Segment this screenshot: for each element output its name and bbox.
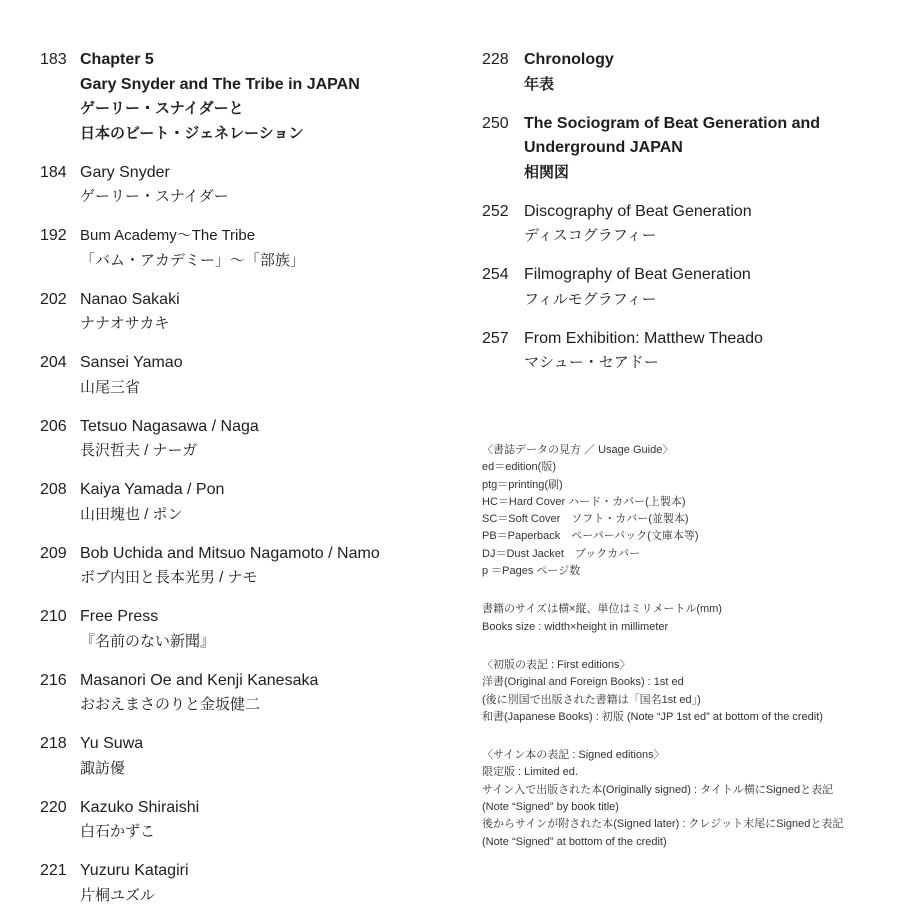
entry-title-en: Bob Uchida and Mitsuo Nagamoto / Namo (80, 544, 380, 562)
guide-line: 後からサインが附された本(Signed later) : クレジット末尾にSignedと表記 (482, 818, 844, 831)
toc-entry (482, 327, 902, 376)
entry-title-en: Gary Snyder and The Tribe in JAPAN (80, 75, 360, 93)
entry-title-en: Filmography of Beat Generation (524, 266, 751, 283)
entry-title-en: Yu Suwa (80, 735, 144, 752)
guide-line: ed＝edition(版) (482, 461, 556, 474)
entry-title-jp: 長沢哲夫 / ナーガ (80, 442, 198, 459)
guide-block (482, 442, 902, 580)
entry-title-jp: マシュー・セアドー (524, 354, 659, 371)
page-number: 202 (40, 290, 67, 308)
guide-line: 和書(Japanese Books) : 初版 (Note “JP 1st ed” at bottom of the credit) (482, 710, 823, 723)
entry-title-jp: 山田塊也 / ポン (80, 505, 183, 523)
guide-line: (Note “Signed” by book title) (482, 801, 619, 814)
entry-title-en: From Exhibition: Matthew Theado (524, 329, 763, 347)
entry-title-en: Yuzuru Katagiri (80, 862, 189, 879)
entry-title-jp: ゲーリー・スナイダー (80, 188, 229, 205)
entry-title-jp: Bum Academy〜The Tribe (80, 227, 256, 244)
toc-entry (40, 161, 460, 210)
page-number: 210 (40, 608, 67, 625)
page-number: 228 (482, 51, 509, 68)
guide-line: HC＝Hard Cover ハード・カバー(上製本) (482, 495, 686, 508)
page-number: 218 (40, 735, 67, 752)
guide-line: 〈初版の表記 : First editions〉 (482, 658, 631, 671)
toc-left-column (40, 48, 460, 923)
guide-line: DJ＝Dust Jacket ブックカバー (482, 547, 641, 560)
toc-entry (40, 224, 460, 273)
toc-entry (40, 732, 460, 781)
guide-line: p ＝Pages ページ数 (482, 565, 581, 578)
entry-title-en: Discography of Beat Generation (524, 202, 752, 220)
toc-entry (40, 859, 460, 908)
toc-entry (40, 415, 460, 464)
entry-title-en: Free Press (80, 608, 159, 625)
guide-line: SC＝Soft Cover ソフト・カバー(並製本) (482, 513, 689, 526)
guide-line: (Note “Signed” at bottom of the credit) (482, 835, 667, 848)
page-number: 252 (482, 202, 509, 220)
guide-line: 〈サイン本の表記 : Signed editions〉 (482, 749, 665, 762)
guide-line: 書籍のサイズは横×縦、単位はミリメートル(mm) (482, 603, 722, 616)
toc-entry (40, 478, 460, 527)
entry-title-jp: 年表 (524, 75, 555, 93)
entry-title-jp: 『名前のない新聞』 (80, 632, 216, 650)
entry-title-en: Chronology (524, 51, 614, 68)
guide-block (482, 657, 902, 726)
entry-title-en: Kaiya Yamada / Pon (80, 481, 225, 498)
entry-title-jp: 「バム・アカデミー」〜「部族」 (80, 251, 305, 269)
toc-entry (40, 669, 460, 718)
toc-right-column (482, 48, 902, 390)
entry-title-jp: フィルモグラフィー (524, 290, 657, 308)
page-number: 250 (482, 114, 509, 132)
entry-title-en: Kazuko Shiraishi (80, 798, 200, 816)
guide-line: 限定版 : Limited ed. (482, 766, 578, 779)
entry-title-en: The Sociogram of Beat Generation and (524, 114, 821, 132)
guide-line: 〈書誌データの見方 ／ Usage Guide〉 (482, 444, 674, 456)
guide-block (482, 747, 902, 851)
guide-line: ptg＝printing(刷) (482, 478, 563, 491)
usage-guide (482, 442, 902, 872)
toc-entry (482, 112, 902, 186)
toc-entry (482, 48, 902, 97)
entry-title-en: Chapter 5 (80, 51, 154, 68)
guide-line: 洋書(Original and Foreign Books) : 1st ed (482, 676, 684, 689)
toc-entry (40, 796, 460, 845)
entry-title-jp: ゲーリー・スナイダーと (80, 100, 244, 117)
guide-block (482, 601, 902, 636)
page-number: 192 (40, 227, 67, 244)
toc-entry (40, 288, 460, 337)
entry-title-en: Masanori Oe and Kenji Kanesaka (80, 671, 319, 689)
guide-line: Books size : width×height in millimeter (482, 620, 669, 633)
entry-title-jp: 白石かずこ (80, 823, 156, 840)
page-number: 216 (40, 671, 67, 689)
page-number: 183 (40, 51, 67, 68)
page-number: 184 (40, 163, 67, 181)
toc-entry (40, 351, 460, 400)
entry-title-jp: 片桐ユズル (80, 886, 156, 904)
page-number: 221 (40, 862, 67, 879)
guide-line: (後に別国で出版された書籍は「国名1st ed」) (482, 693, 701, 706)
entry-title-jp: ディスコグラフィー (524, 227, 657, 244)
entry-title-jp: おおえまさのりと金坂健二 (80, 696, 261, 713)
page-number: 204 (40, 354, 67, 371)
entry-title-jp: ボブ内田と長本光男 / ナモ (80, 569, 258, 586)
guide-line: サイン入で出版された本(Originally signed) : タイトル横にSignedと表記 (482, 783, 834, 796)
entry-title-jp: 日本のビート・ジェネレーション (80, 124, 304, 142)
page-number: 206 (40, 417, 67, 435)
page-number: 220 (40, 798, 67, 816)
entry-title-jp: 諏訪優 (80, 759, 126, 777)
entry-title-en: Gary Snyder (80, 163, 170, 181)
entry-title-en: Underground JAPAN (524, 139, 683, 156)
page-number: 208 (40, 481, 67, 498)
toc-entry (40, 48, 460, 146)
toc-entry (40, 605, 460, 654)
entry-title-en: Nanao Sakaki (80, 290, 180, 308)
entry-title-jp: ナナオサカキ (80, 315, 170, 332)
entry-title-en: Sansei Yamao (80, 354, 183, 371)
toc-entry (482, 200, 902, 249)
page-number: 209 (40, 544, 67, 562)
page-number: 254 (482, 266, 509, 283)
entry-title-en: Tetsuo Nagasawa / Naga (80, 417, 259, 435)
toc-entry (482, 263, 902, 312)
entry-title-jp: 山尾三省 (80, 378, 141, 396)
entry-title-jp: 相関図 (524, 163, 570, 181)
page-number: 257 (482, 329, 509, 347)
toc-entry (40, 542, 460, 591)
guide-line: PB＝Paperback ペーパーバック(文庫本等) (482, 530, 699, 543)
